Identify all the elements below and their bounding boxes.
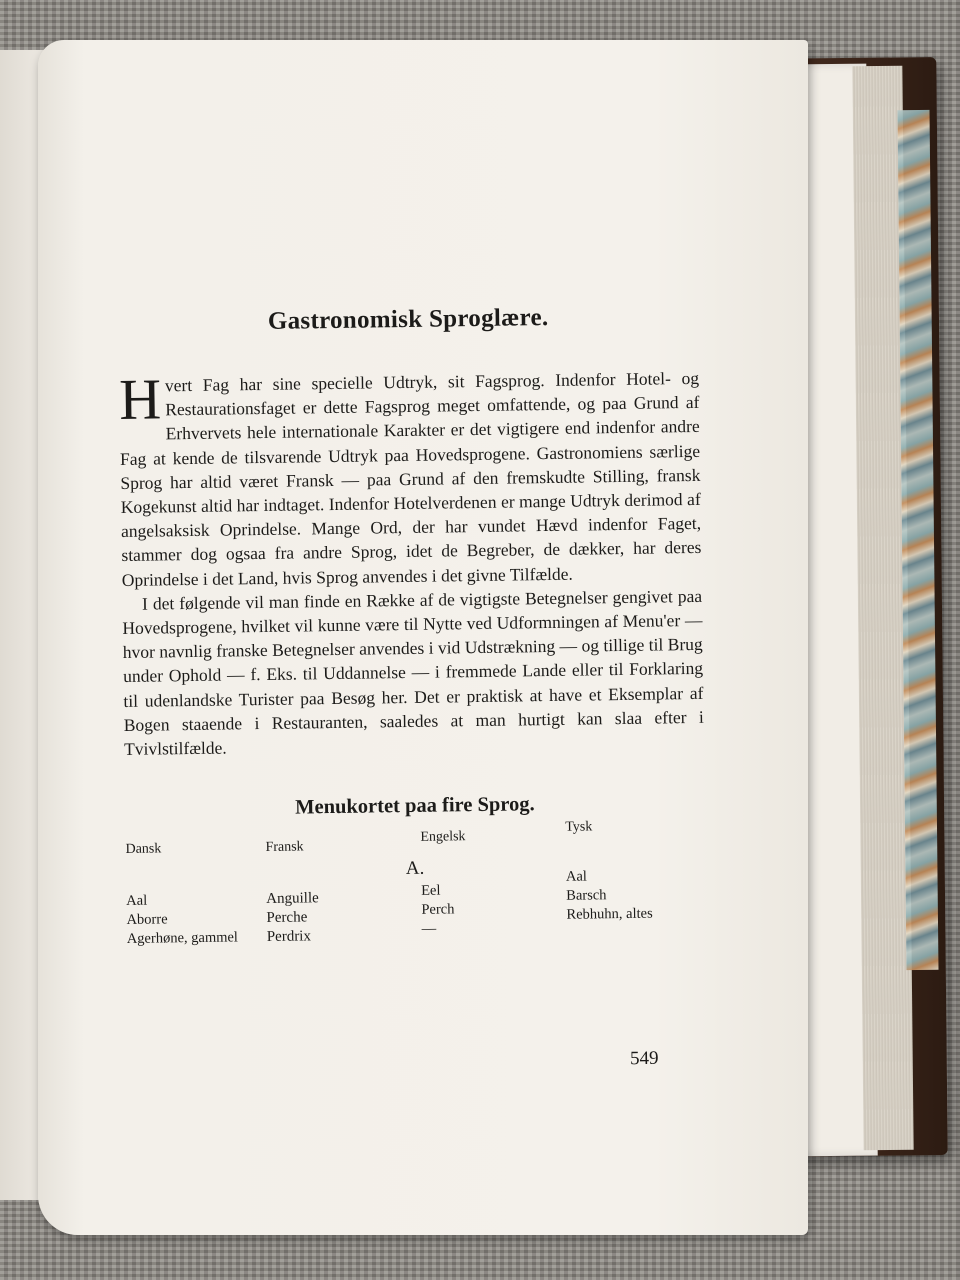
section-letter: A.	[405, 858, 425, 880]
column-header-dansk: Dansk	[125, 841, 162, 858]
book-page	[38, 40, 808, 1235]
list-item: Perdrix	[266, 928, 312, 946]
column-header-engelsk: Engelsk	[420, 829, 466, 846]
list-item: Anguille	[266, 890, 319, 908]
dansk-entries	[126, 890, 267, 949]
page-number: 549	[629, 1047, 659, 1070]
list-item: —	[421, 920, 437, 938]
list-item: Perche	[266, 909, 308, 927]
list-item: Aal	[565, 868, 588, 886]
fransk-entries	[266, 888, 422, 947]
list-item: Aal	[126, 892, 148, 910]
list-item: Agerhøne, gammel	[126, 929, 239, 948]
page-title: Gastronomisk Sproglære.	[267, 303, 549, 335]
list-item: Barsch	[566, 887, 607, 905]
tysk-entries	[566, 866, 707, 925]
menu-heading: Menukortet paa fire Sprog.	[295, 793, 535, 819]
list-item: Eel	[421, 882, 441, 900]
intro-text: vert Fag har sine specielle Udtryk, sit Fagsprog. Indenfor Hotel- og Restaurationsfaget er dette Fagsprog meget omfattende, og paa Grund af Erhvervets hele internationale Karakter er det vigtigere end indenfor andre Fag at kende de tilsvarende Udtryk paa Hovedsprogene. Gastronomiens særlige Sprog har altid været Fransk — paa Grund af den fremskudte Stilling, fransk Kogekunst altid har indtaget. Indenfor Hotelverdenen er mange Udtryk derimod af angelsaksisk Oprindelse. Mange Ord, der har vundet Hævd indenfor Faget, stammer dog ogsaa fra andre Sprog, idet de Begreber, de dækker, har deres Oprindelse i det Land, hvis Sprog anvendes i det givne Tilfælde.	[119, 367, 702, 590]
page-content	[118, 302, 707, 949]
list-item: Aborre	[126, 911, 168, 929]
list-item: Perch	[421, 901, 455, 919]
column-header-fransk: Fransk	[265, 839, 304, 856]
engelsk-entries	[421, 880, 567, 939]
column-header-tysk: Tysk	[565, 819, 593, 836]
menu-table	[125, 819, 706, 949]
list-item: Rebhuhn, altes	[566, 905, 653, 924]
intro-paragraph	[119, 366, 702, 592]
drop-cap: H	[118, 366, 162, 432]
second-paragraph: I det følgende vil man finde en Række af de vigtigste Betegnelser gengivet paa Hovedsprogene, hvilket vil kunne være til Nytte ved Udformningen af Menu'er — hvor navnlig franske Betegnelser anvendes i vid Udstrækning — og tillige til Brug under Ophold — f. Eks. til Uddannelse — i fremmede Lande eller til Forklaring til udenlandske Turister paa Besøg her. Det er praktisk at have et Eksemplar af Bogen staaende i Restauranten, saaledes at man hurtigt kan slaa efter i Tvivlstilfælde.	[122, 585, 704, 760]
